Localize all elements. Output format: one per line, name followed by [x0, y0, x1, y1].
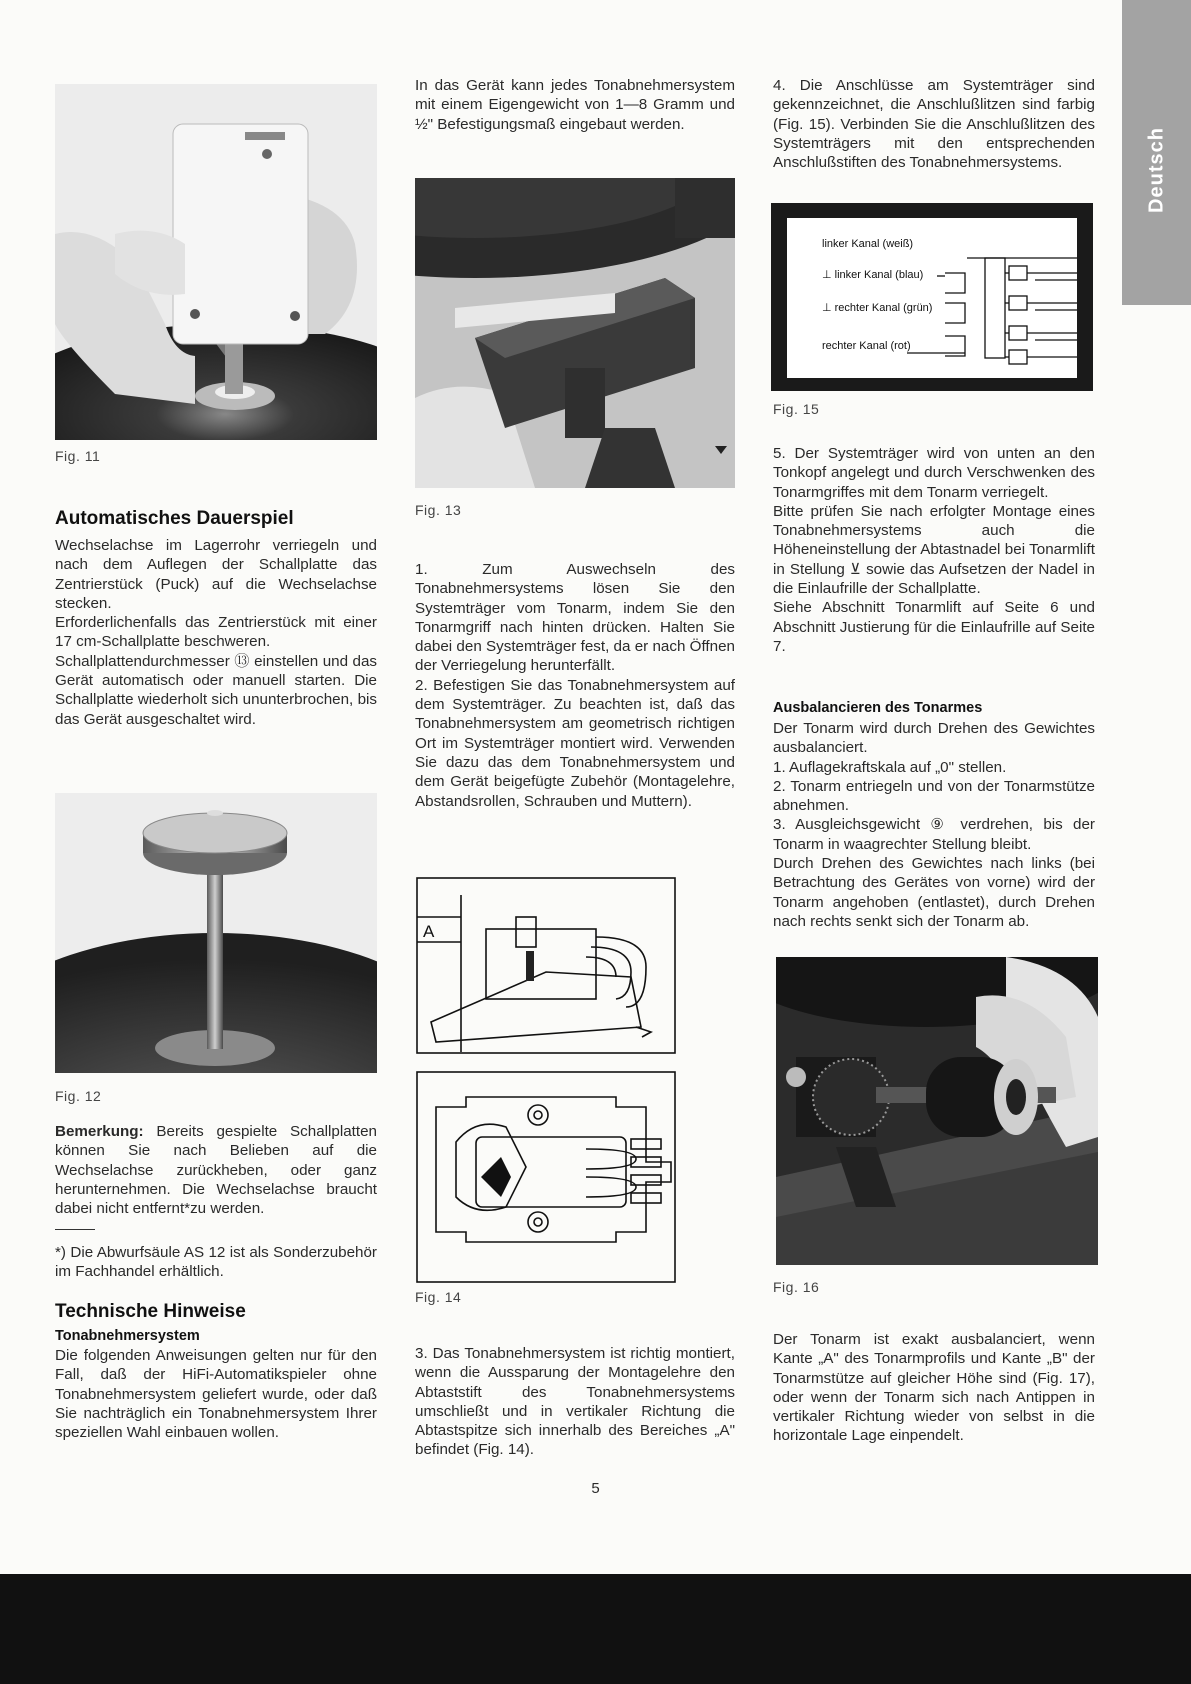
- fig15-label-2: ⊥ linker Kanal (blau): [822, 269, 924, 281]
- fig14-caption: Fig. 14: [415, 1289, 462, 1305]
- step-5-paragraph: Siehe Abschnitt Tonarmlift auf Seite 6 und Abschnitt Justierung für die Einlaufrille auf Seite 7.: [773, 599, 1095, 655]
- fig15-label-4: rechter Kanal (rot): [822, 340, 911, 352]
- balance-line: 1. Auflagekraftskala auf „0" stellen.: [773, 758, 1007, 776]
- note-label: Bemerkung:: [55, 1123, 144, 1140]
- ausbalancieren-text: [773, 719, 1095, 931]
- paragraph: Schallplattendurchmesser ⑬ einstellen und das Gerät automatisch oder manuell starten. Die Schallplatte wiederholt sich ununterbrochen, bis das Gerät ausgeschaltet wird.: [55, 652, 377, 728]
- language-tab: [1122, 0, 1191, 305]
- step-5-paragraph: Bitte prüfen Sie nach erfolgter Montage eines Tonabnehmersystems auch die Höheneinstellung der Abtastnadel bei Tonarmlift in Stellung ⊻ sowie das Aufsetzen der Nadel in die Einlaufrille der Schallplatte.: [773, 502, 1095, 598]
- fig15-label-1: linker Kanal (weiß): [822, 238, 914, 250]
- subheading-tonabnehmersystem: Tonabnehmersystem: [55, 1328, 200, 1344]
- fig11-photo: [55, 84, 377, 440]
- footnote: *) Die Abwurfsäule AS 12 ist als Sonderzubehör im Fachhandel erhältlich.: [55, 1244, 377, 1281]
- fig15-label-3: ⊥ rechter Kanal (grün): [822, 302, 933, 314]
- subheading-ausbalancieren: Ausbalancieren des Tonarmes: [773, 700, 983, 716]
- fig14-diagram: [416, 877, 676, 1285]
- balance-line: 3. Ausgleichsgewicht ⑨ verdrehen, bis der Tonarm in waagrechter Stellung bleibt.: [773, 816, 1095, 853]
- fig15-diagram: [771, 203, 1093, 391]
- fig14-label-a: A: [423, 922, 435, 941]
- step-2: 2. Befestigen Sie das Tonabnehmersystem auf dem Systemträger. Zu beachten ist, daß das Tonabnehmersystem am geometrisch richtigen Ort im Systemträger montiert wird. Verwenden Sie dazu das dem Tonabnehmersystem und dem Gerät beigefügte Zubehör (Montagelehre, Abstandsrollen, Schrauben und Muttern).: [415, 676, 735, 810]
- language-tab-label: Deutsch: [1145, 127, 1167, 213]
- scan-bottom-edge: [0, 1574, 1191, 1684]
- balance-line: Durch Drehen des Gewichtes nach links (bei Betrachtung des Gerätes von vorne) wird der Tonarm angehoben (entlastet), durch Drehen nach rechts senkt sich der Tonarm ab.: [773, 855, 1095, 930]
- fig15-panel: [787, 218, 1077, 378]
- fig12-photo: [55, 793, 377, 1073]
- step-3: 3. Das Tonabnehmersystem ist richtig montiert, wenn die Aussparung der Montagelehre den Abtaststift des Tonabnehmersystems umschließt und in vertikaler Richtung die Abtastspitze sich innerhalb des Bereiches „A" befindet (Fig. 14).: [415, 1345, 735, 1459]
- fig11-caption: Fig. 11: [55, 448, 101, 464]
- note-paragraph: [55, 1122, 377, 1218]
- step-5: [773, 444, 1095, 656]
- step-1: 1. Zum Auswechseln des Tonabnehmersystems lösen Sie den Systemträger vom Tonarm, indem Sie den Tonarmgriff nach hinten drücken. Halten Sie dabei den Systemträger fest, da er nach Öffnen der Verriegelung herunterfällt.: [415, 561, 735, 675]
- section-heading-technische-hinweise: Technische Hinweise: [55, 1301, 246, 1322]
- intro-paragraph: In das Gerät kann jedes Tonabnehmersystem mit einem Eigengewicht von 1—8 Gramm und ½" Befestigungsmaß eingebaut werden.: [415, 77, 735, 133]
- technische-hinweise-text: Die folgenden Anweisungen gelten nur für den Fall, daß der HiFi-Automatikspieler ohne Tonabnehmersystem geliefert wurde, oder daß Sie nachträglich ein Tonabnehmersystem Ihrer speziellen Wahl einbauen wollen.: [55, 1347, 377, 1442]
- fig13-photo: [415, 178, 735, 488]
- fig16-caption: Fig. 16: [773, 1279, 820, 1295]
- steps-1-2: [415, 560, 735, 811]
- closing-paragraph: Der Tonarm ist exakt ausbalanciert, wenn Kante „A" des Tonarmprofils und Kante „B" der Tonarmstütze auf gleicher Höhe sind (Fig. 17), oder wenn der Tonarm sich nach Antippen in vertikaler Richtung wieder von selbst in die horizontale Lage einpendelt.: [773, 1331, 1095, 1445]
- step-4: 4. Die Anschlüsse am Systemträger sind gekennzeichnet, die Anschlußlitzen sind farbig (Fig. 15). Verbinden Sie die Anschlußlitzen des Systemträgers mit den entsprechenden Anschlußstiften des Tonabnehmersystems.: [773, 77, 1095, 172]
- note-text: Bereits gespielte Schallplatten können Sie nach Belieben auf die Wechselachse zurückheben, oder ganz herunternehmen. Die Wechselachse braucht dabei nicht entfernt*zu werden.: [55, 1123, 377, 1218]
- fig13-caption: Fig. 13: [415, 502, 462, 518]
- fig15-caption: Fig. 15: [773, 401, 820, 417]
- dauerspiel-text: [55, 536, 377, 729]
- step-5-paragraph: 5. Der Systemträger wird von unten an den Tonkopf angelegt und durch Verschwenken des Tonarmgriffes mit dem Tonarm verriegelt.: [773, 445, 1095, 501]
- paragraph: Wechselachse im Lagerrohr verriegeln und nach dem Auflegen der Schallplatte das Zentrierstück (Puck) auf die Wechselachse stecken.: [55, 537, 377, 612]
- balance-line: Der Tonarm wird durch Drehen des Gewichtes ausbalanciert.: [773, 720, 1095, 757]
- balance-line: 2. Tonarm entriegeln und von der Tonarmstütze abnehmen.: [773, 777, 1095, 815]
- fig12-caption: Fig. 12: [55, 1088, 102, 1104]
- paragraph: Erforderlichenfalls das Zentrierstück mit einer 17 cm-Schallplatte beschweren.: [55, 614, 377, 651]
- footnote-divider: [55, 1229, 95, 1230]
- page-number: 5: [591, 1480, 600, 1497]
- section-heading-dauerspiel: Automatisches Dauerspiel: [55, 508, 294, 529]
- fig16-photo: [776, 957, 1098, 1265]
